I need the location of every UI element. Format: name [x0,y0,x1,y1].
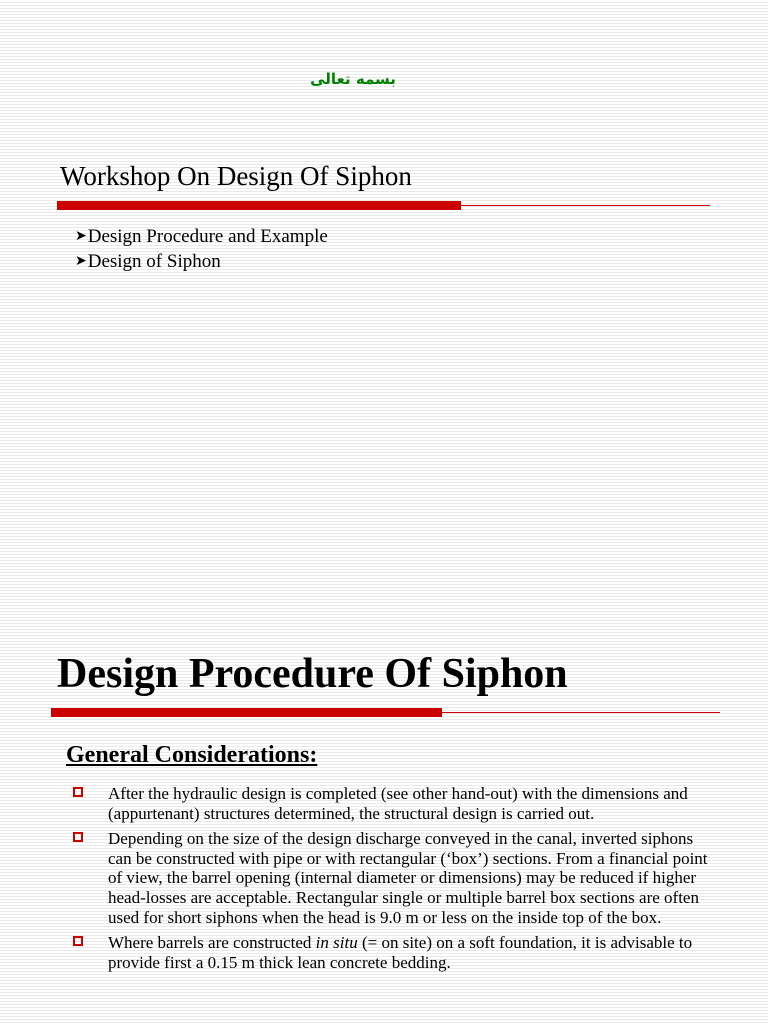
list-item [70,829,710,927]
paragraph-text: Depending on the size of the design discharge conveyed in the canal, inverted siphons can be constructed with pipe or with rectangular (‘box’) sections. From a financial point of view, the barrel opening (internal diameter or dimensions) may be reduced if higher head-losses are acceptable. Rectangular single or multiple barrel box sections are often used for short siphons when the head is 9.0 m or less on the inside top of the box. [108,829,708,927]
arrowhead-icon: ➤ [75,253,87,269]
hollow-square-icon [73,936,83,946]
slide-1-bullet-list [75,224,328,274]
paragraph-text: After the hydraulic design is completed (see other hand-out) with the dimensions and (appurtenant) structures determined, the structural design is carried out. [108,784,688,823]
list-item [70,933,710,972]
paragraph-text-after: (= on site) on a soft foundation, it is advisable to provide first a 0.15 m thick lean concrete bedding. [108,933,693,972]
hollow-square-icon [73,787,83,797]
list-item [75,249,328,274]
slide-2-title: Design Procedure Of Siphon [57,651,568,697]
bullet-text: Design Procedure and Example [87,226,328,247]
title-divider [57,205,710,206]
paragraph-text-before: Where barrels are constructed [108,933,316,953]
title-divider-accent [51,708,442,717]
paragraph-text-italic: in situ [315,933,358,953]
list-item [75,224,328,249]
bullet-text: Design of Siphon [87,251,221,272]
arrowhead-icon: ➤ [75,228,87,244]
hollow-square-icon [73,832,83,842]
slide-2 [0,640,768,1024]
section-heading: General Considerations: [66,742,318,768]
title-divider-accent [57,201,461,210]
arabic-blessing: بسمه تعالى [310,70,396,88]
title-divider [51,712,720,713]
list-item [70,784,710,823]
paragraph-list [70,784,710,978]
slide-1-title: Workshop On Design Of Siphon [60,161,412,191]
